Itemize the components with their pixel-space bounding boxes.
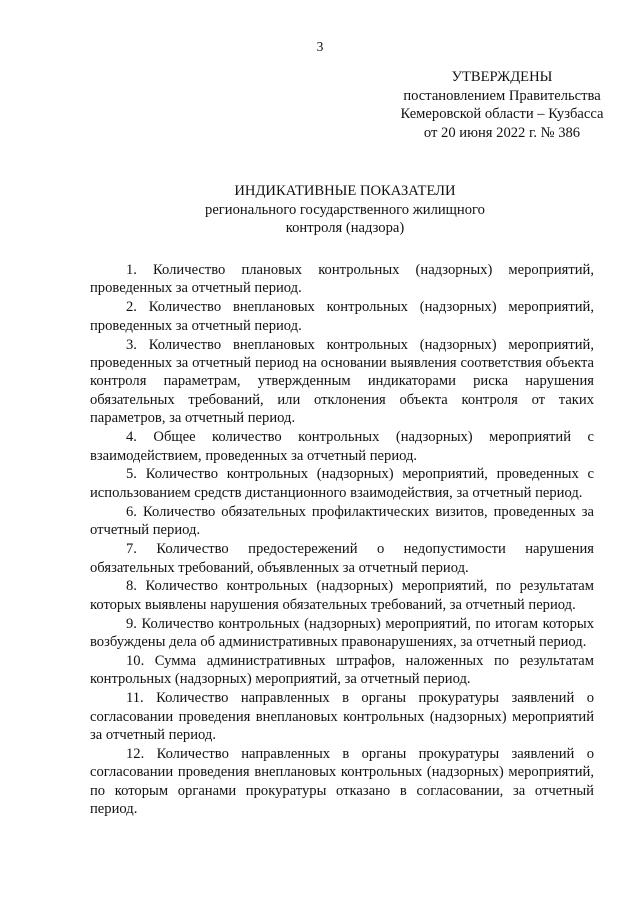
heading-title: ИНДИКАТИВНЫЕ ПОКАЗАТЕЛИ — [234, 183, 456, 199]
indicator-item: 9. Количество контрольных (надзорных) мероприятий, по итогам которых возбуждены дела об административных правонарушениях, за отчетный период. — [90, 615, 594, 651]
indicator-item: 5. Количество контрольных (надзорных) мероприятий, проведенных с использованием средств дистанционного взаимодействия, за отчетный период. — [90, 466, 594, 501]
indicator-list — [90, 261, 594, 819]
page-number: 3 — [316, 39, 324, 54]
indicator-item: 11. Количество направленных в органы прокуратуры заявлений о согласовании проведения внеплановых контрольных (надзорных) мероприятий за отчетный период. — [90, 690, 594, 744]
document-heading — [90, 182, 600, 238]
indicator-item: 3. Количество внеплановых контрольных (надзорных) мероприятий, проведенных за отчетный период на основании выявления соответствия объекта контроля параметрам, утвержденным индикаторами риска нарушения обязательных требований, или отклонения объекта контроля от таких параметров, за отчетный период. — [90, 336, 594, 427]
indicator-item: 4. Общее количество контрольных (надзорных) мероприятий с взаимодействием, проведенных за отчетный период. — [90, 429, 594, 464]
approval-line: Кемеровской области – Кузбасса — [400, 106, 604, 123]
heading-subtitle-line: регионального государственного жилищного — [205, 201, 485, 218]
indicator-item: 2. Количество внеплановых контрольных (надзорных) мероприятий, проведенных за отчетный период. — [90, 299, 594, 334]
indicator-item: 12. Количество направленных в органы прокуратуры заявлений о согласовании проведения внеплановых контрольных (надзорных) мероприятий, по которым органами прокуратуры отказано в согласовании, за отчетный период. — [90, 746, 594, 818]
indicator-item: 1. Количество плановых контрольных (надзорных) мероприятий, проведенных за отчетный период. — [90, 262, 594, 297]
heading-subtitle-line: контроля (надзора) — [285, 220, 405, 237]
approval-line: постановлением Правительства — [403, 87, 601, 104]
indicator-item: 7. Количество предостережений о недопустимости нарушения обязательных требований, объявленных за отчетный период. — [90, 541, 594, 576]
indicator-item: 10. Сумма административных штрафов, наложенных по результатам контрольных (надзорных) мероприятий, за отчетный период. — [90, 653, 594, 688]
approval-block — [372, 68, 632, 142]
indicator-item: 6. Количество обязательных профилактических визитов, проведенных за отчетный период. — [90, 503, 594, 539]
approval-line: от 20 июня 2022 г. № 386 — [423, 124, 581, 141]
indicator-item: 8. Количество контрольных (надзорных) мероприятий, по результатам которых выявлены нарушения обязательных требований, за отчетный период. — [90, 578, 594, 613]
approval-title: УТВЕРЖДЕНЫ — [451, 69, 553, 85]
